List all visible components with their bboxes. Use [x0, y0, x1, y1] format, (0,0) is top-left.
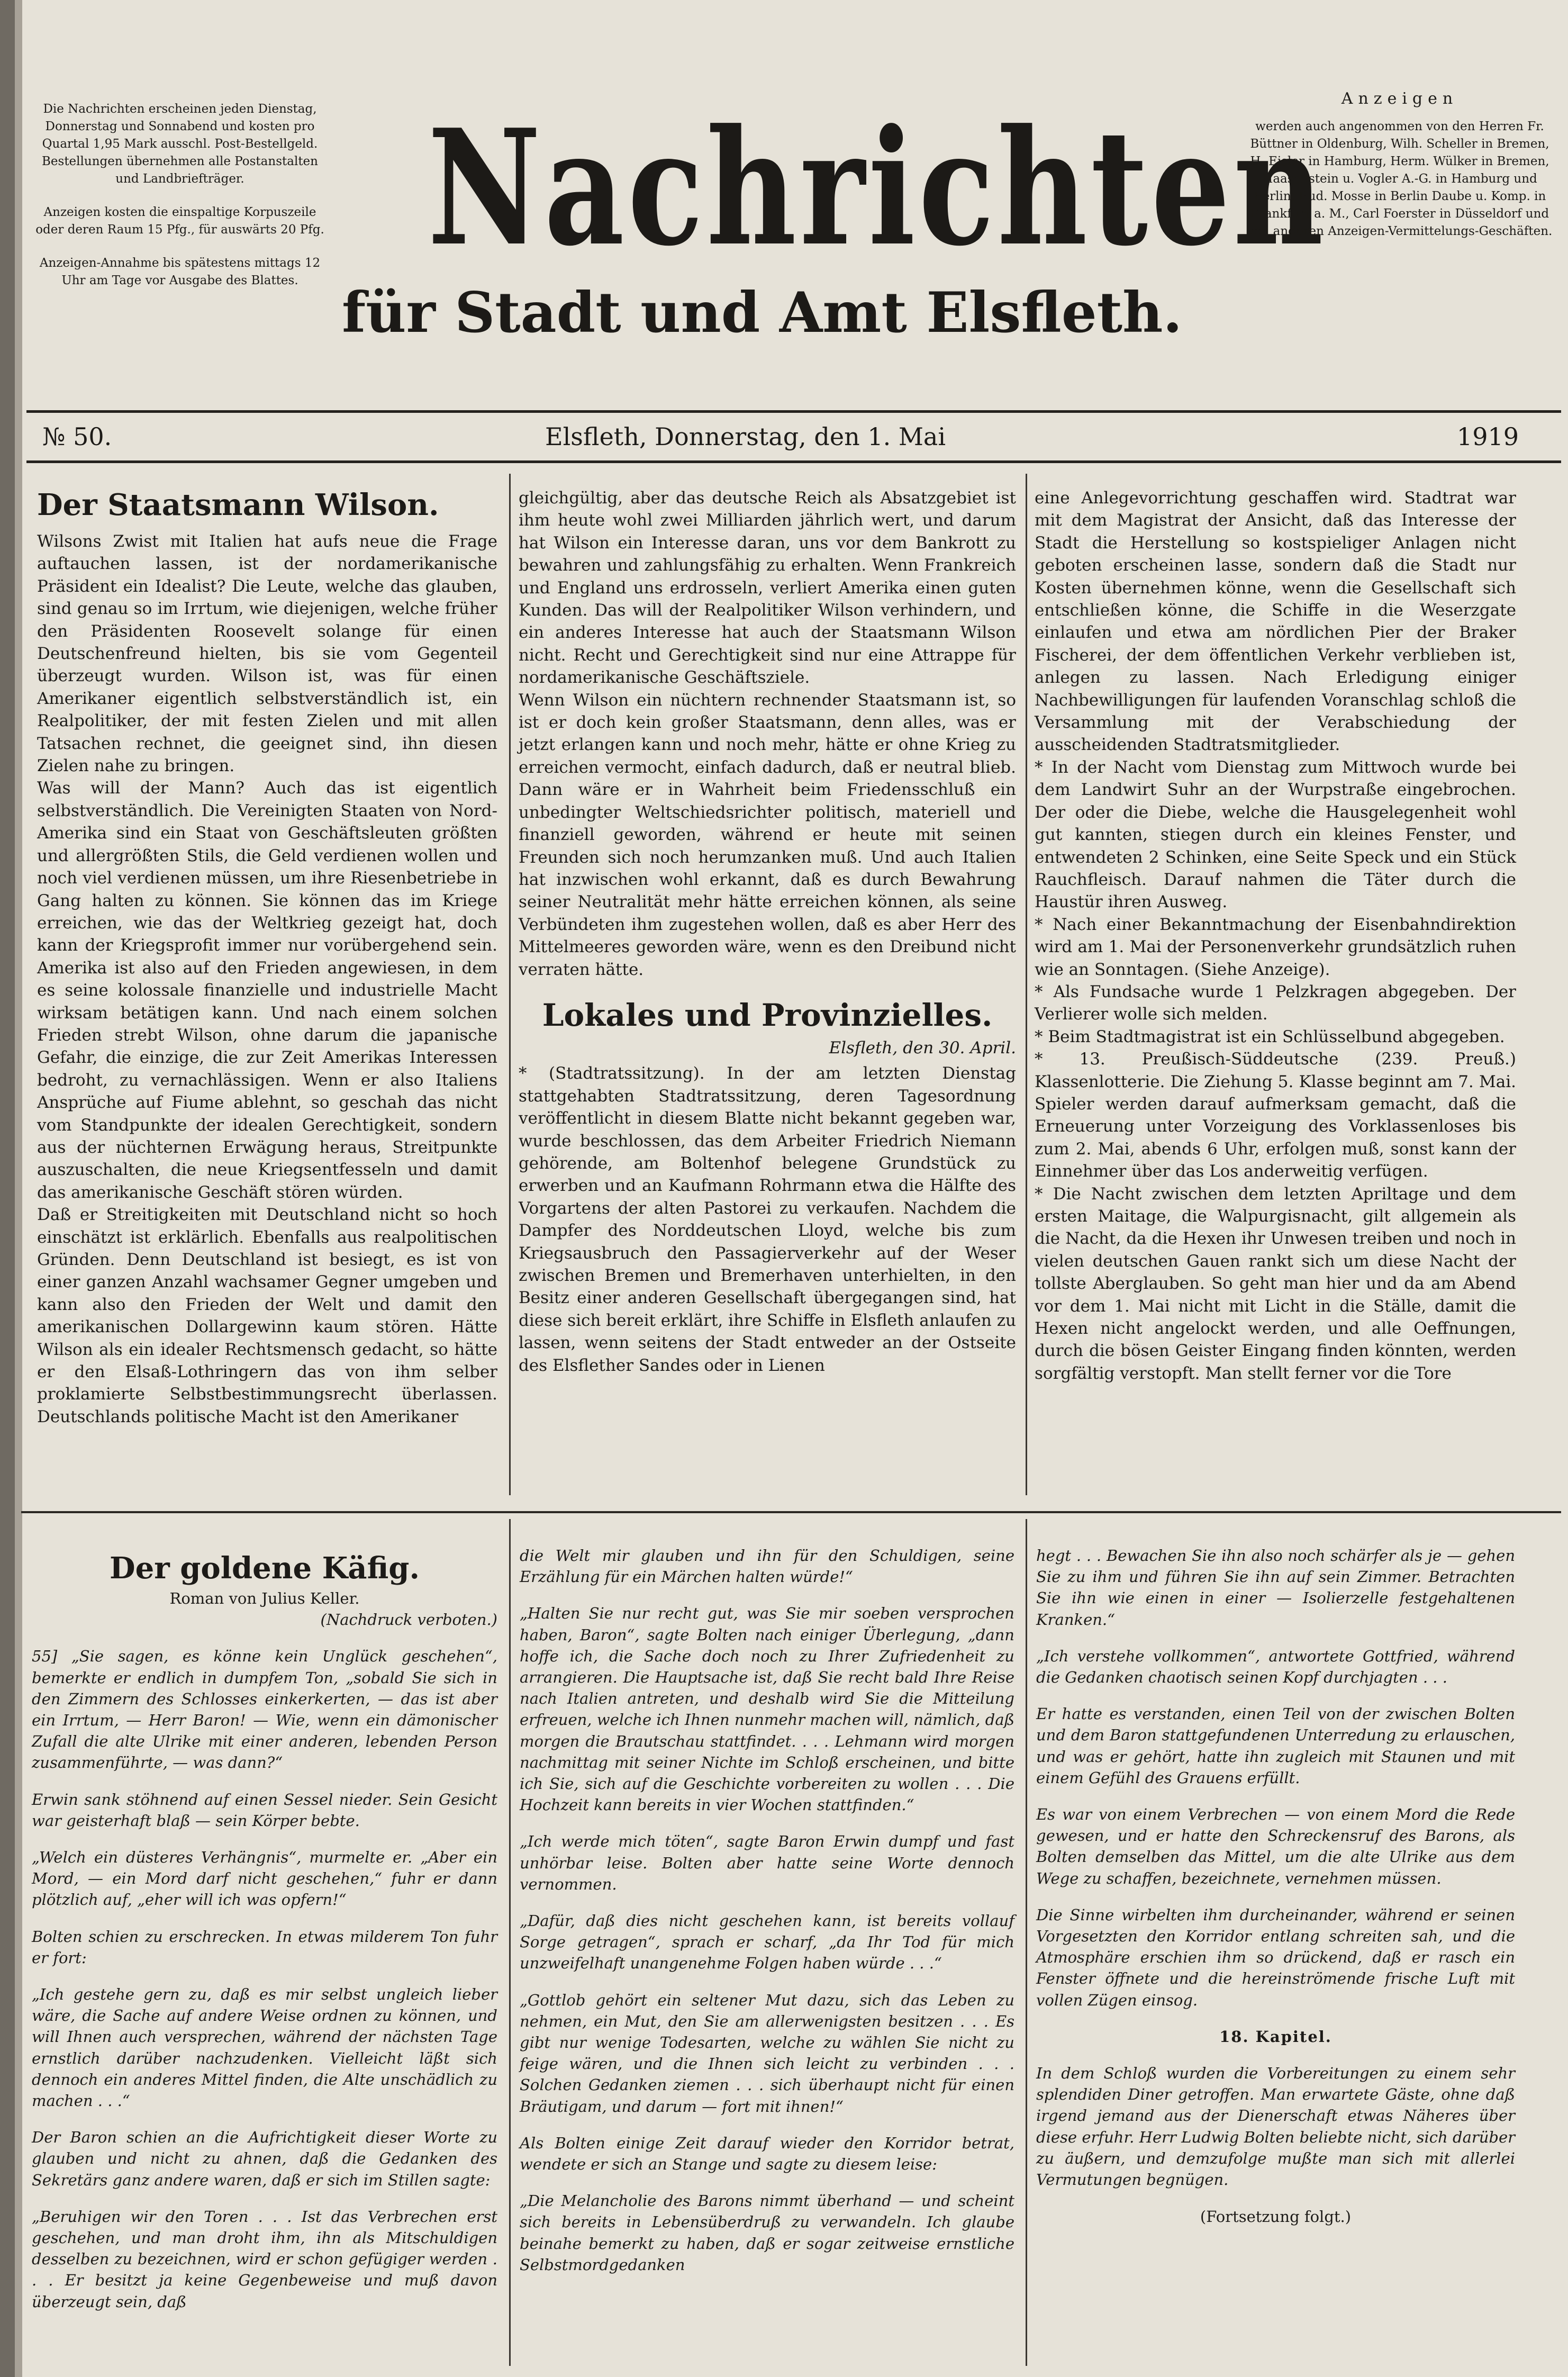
local-news-col3	[1035, 487, 1516, 1385]
issue-number: № 50.	[42, 422, 112, 451]
paragraph: 55] „Sie sagen, es könne kein Unglück geschehen“, bemerkte er endlich in dumpfem Ton, „sobald Sie sich in den Zimmern des Schlosses einkerkerten, — das ist aber ein Irrtum, — Herr Baron! — Wie, wenn ein dämonischer Zufall die alte Ulrike mit einer anderen, lebenden Person zusammenführte, — was dann?“	[32, 1647, 497, 1772]
paragraph: In dem Schloß wurden die Vorbereitungen zu einem sehr splendiden Diner getroffen. Man erwartete Gäste, ohne daß irgend jemand aus der Dienerschaft etwas Näheres über diese erfuhr. Herr Ludwig Bolten beliebte nicht, sich darüber zu äußern, und demzufolge mußte man sich mit allerlei Vermutungen begnügen.	[1036, 2064, 1515, 2189]
paragraph: „Beruhigen wir den Toren . . . Ist das Verbrechen erst geschehen, und man droht ihm, ihn als Mitschuldigen desselben zu bezeichnen, wird er schon gefügiger werden . . . Er besitzt ja keine Gegenbeweise und muß davon überzeugt sein, daß	[32, 2207, 497, 2311]
serial-col1	[32, 1551, 497, 2328]
paragraph: * (Stadtratssitzung). In der am letzten Dienstag stattgehabten Stadtratssitzung, deren Tagesordnung veröffentlicht in diesem Blatte nicht bekannt gegeben war, wurde beschlossen, das dem Arbeiter Friedrich Niemann gehörende, am Boltenhof belegene Grundstück zu erwerben und an Kaufmann Rohrmann etwa die Hälfte des Vorgartens der alten Pastorei zu verkaufen. Nachdem die Dampfer des Norddeutschen Lloyd, welche bis zum Kriegsausbruch den Passagierverkehr auf der Weser zwischen Bremen und Bremerhaven unterhielten, in den Besitz einer anderen Gesellschaft übergegangen sind, hat diese sich bereit erklärt, ihre Schiffe in Elsfleth anlaufen zu lassen, wenn seitens der Stadt entweder an der Ostseite des Elsflether Sandes oder in Lienen	[519, 1064, 1016, 1375]
advert-agents-text: werden auch angenommen von den Herren Fr. Büttner in Oldenburg, Wilh. Scheller in Bremen, H. Eisler in Hamburg, Herm. Wülker in Bremen, Haasenstein u. Vogler A.-G. in Hamburg und Berlin, Rud. Mosse in Berlin Daube u. Komp. in Frankfurt a. M., Carl Foerster in Düsseldorf und von anderen Anzeigen-Vermittelungs-Geschäften.	[1247, 120, 1553, 238]
paragraph: Wenn Wilson ein nüchtern rechnender Staatsmann ist, so ist er doch kein großer Staatsmann, denn alles, was er jetzt erlangen kann und noch mehr, hätte er ohne Krieg zu erreichen vermocht, einfach dadurch, daß er neutral blieb. Dann wäre er in Wahrheit beim Friedensschluß ein unbedingter Weltschiedsrichter politisch, materiell und finanziell geworden, während er heute mit seinen Freunden sich noch herumzanken muß. Und auch Italien hat inzwischen wohl erkannt, daß es durch Bewahrung seiner Neutralität mehr hätte erreichen können, als seine Verbündeten ihm zugestehen wollen, daß es aber Herr des Mittelmeeres geworden wäre, wenn es den Dreibund nicht verraten hätte.	[519, 690, 1016, 979]
advert-agents-heading: Anzeigen	[1341, 89, 1458, 108]
advert-deadline-info: Anzeigen-Annahme bis spätestens mittags 12 Uhr am Tage vor Ausgabe des Blattes.	[39, 256, 321, 287]
column-divider	[1026, 1519, 1027, 2366]
serial-byline: Roman von Julius Keller.	[169, 1589, 360, 1607]
paragraph: hegt . . . Bewachen Sie ihn also noch schärfer als je — gehen Sie zu ihm und führen Sie ihn auf sein Zimmer. Betrachten Sie ihn wie einen in einer — Isolierzelle festgehaltenen Kranken.“	[1036, 1547, 1515, 1629]
column-divider	[1026, 474, 1027, 1495]
serial-rights-note: (Nachdruck verboten.)	[320, 1611, 497, 1629]
paragraph: Erwin sank stöhnend auf einen Sessel nieder. Sein Gesicht war geisterhaft blaß — sein Körper bebte.	[32, 1790, 497, 1830]
column-divider	[509, 474, 511, 1495]
paragraph: Die Sinne wirbelten ihm durcheinander, während er seinen Vorgesetzten den Korridor entlang schreiten sah, und die Atmosphäre erschien ihm so drückend, daß er rasch ein Fenster öffnete und die hereinströmende frische Luft mit vollen Zügen einsog.	[1036, 1905, 1515, 2009]
article-title: Der Staatsmann Wilson.	[37, 487, 439, 522]
paragraph: Was will der Mann? Auch das ist eigentlich selbstverständlich. Die Vereinigten Staaten von Nord-Amerika sind ein Staat von Geschäftsleuten größten und allergrößten Stils, die Geld verdienen wollen und noch viel verdienen müssen, um ihre Riesenbetriebe in Gang halten zu können. Sie können das im Kriege erreichen, wie das der Weltkrieg gezeigt hat, doch kann der Kriegsprofit immer nur vorübergehend sein. Amerika ist also auf den Frieden angewiesen, in dem es seine kolossale finanzielle und industrielle Macht wirksam betätigen kann. Und nach einem solchen Frieden strebt Wilson, ohne darum die japanische Gefahr, die einzige, die zur Zeit Amerikas Interessen bedroht, zu vernachlässigen. Wenn er also Italiens Ansprüche auf Fiume ablehnt, so geschah das nicht vom Standpunkte der idealen Gerechtigkeit, sondern aus der nüchternen Erwägung heraus, Streitpunkte auszuschalten, die neue Kriegsentfesseln und damit das amerikanische Geschäft stören würden.	[37, 779, 497, 1202]
page-edge-shadow	[15, 0, 22, 2377]
paragraph: * Beim Stadtmagistrat ist ein Schlüsselbund abgegeben.	[1035, 1027, 1505, 1046]
newspaper-title: Nachrichten	[428, 94, 1327, 281]
paragraph: Als Bolten einige Zeit darauf wieder den Korridor betrat, wendete er sich an Stange und sagte zu diesem leise:	[520, 2134, 1014, 2174]
paragraph: * Nach einer Bekanntmachung der Eisenbahndirektion wird am 1. Mai der Personenverkehr grundsätzlich ruhen wie an Sonntagen. (Siehe Anzeige).	[1035, 915, 1516, 979]
paragraph: * 13. Preußisch-Süddeutsche (239. Preuß.) Klassenlotterie. Die Ziehung 5. Klasse beginnt am 7. Mai. Spieler werden darauf aufmerksam gemacht, daß die Erneuerung unter Vorzeigung des Vorklassenloses bis zum 2. Mai, abends 6 Uhr, erfolgen muß, sonst kann der Einnehmer über das Los anderweitig verfügen.	[1035, 1050, 1516, 1181]
article-wilson-col1	[37, 487, 497, 1428]
paragraph: „Gottlob gehört ein seltener Mut dazu, sich das Leben zu nehmen, ein Mut, den Sie am allerwenigsten besitzen . . . Es gibt nur wenige Todesarten, welche zu wählen Sie nicht zu feige wären, und die Ihnen sich leicht zu verbinden . . . Solchen Gedanken ziemen . . . sich überhaupt nicht für einen Bräutigam, und darum — fort mit ihnen!“	[520, 1991, 1014, 2116]
paragraph: Der Baron schien an die Aufrichtigkeit dieser Worte zu glauben und nicht zu ahnen, daß die Gedanken des Sekretärs ganz andere waren, daß er sich im Stillen sagte:	[32, 2128, 497, 2189]
masthead-rule-top	[26, 410, 1561, 413]
advert-agents-box	[1244, 90, 1556, 240]
section-dateline: Elsfleth, den 30. April.	[829, 1038, 1016, 1058]
article-wilson-col2	[519, 487, 1016, 1377]
paragraph: eine Anlegevorrichtung geschaffen wird. Stadtrat war mit dem Magistrat der Ansicht, daß das Interesse der Stadt die Herstellung so kostspieliger Anlagen nicht geboten erscheinen lasse, sondern daß die Stadt nur Kosten übernehmen könne, wenn die Gesellschaft sich entschließen könne, die Schiffe in die Weserzgate einlaufen und etwa am nördlichen Pier der Braker Fischerei, der dem öffentlichen Verkehr verblieben ist, anlegen zu lassen. Nach Erledigung einiger Nachbewilligungen für laufenden Voranschlag schloß die Versammlung mit der Verabschiedung der ausscheidenden Stadtratsmitglieder.	[1035, 489, 1516, 755]
serial-col3	[1036, 1530, 1515, 2243]
subscription-info-box	[32, 101, 328, 305]
paragraph: „Dafür, daß dies nicht geschehen kann, ist bereits vollauf Sorge getragen“, sprach er scharf, „da Ihr Tod für mich unzweifelhaft unangenehme Folgen haben würde . . .“	[520, 1912, 1014, 1973]
paragraph: „Halten Sie nur recht gut, was Sie mir soeben versprochen haben, Baron“, sagte Bolten nach einiger Überlegung, „dann hoffe ich, die Sache doch noch zu Ihrer Zufriedenheit zu arrangieren. Die Hauptsache ist, daß Sie recht bald Ihre Reise nach Italien antreten, und deshalb wird Sie die Mitteilung erfreuen, welche ich Ihnen nunmehr machen will, nämlich, daß morgen die Brautschau stattfindet. . . . Lehmann wird morgen nachmittag mit seiner Nichte im Schloß erscheinen, und bitte ich Sie, sich auf die Geschichte vorbereiten zu wollen . . . Die Hochzeit kann bereits in vier Wochen stattfinden.“	[520, 1604, 1014, 1814]
paragraph: „Ich werde mich töten“, sagte Baron Erwin dumpf und fast unhörbar leise. Bolten aber hatte seine Worte dennoch vernommen.	[520, 1832, 1014, 1893]
paragraph: Er hatte es verstanden, einen Teil von der zwischen Bolten und dem Baron stattgefundenen Unterredung zu erlauschen, und was er gehört, hatte ihn zugleich mit Staunen und mit einem Gefühl des Grauens erfüllt.	[1036, 1705, 1515, 1787]
feuilleton-rule	[21, 1511, 1561, 1513]
column-divider	[509, 1519, 511, 2366]
paragraph: * In der Nacht vom Dienstag zum Mittwoch wurde bei dem Landwirt Suhr an der Wurpstraße eingebrochen. Der oder die Diebe, welche die Hausgelegenheit wohl gut kannten, stiegen durch ein kleines Fenster, und entwendeten 2 Schinken, eine Seite Speck und ein Stück Rauchfleisch. Darauf nahmen die Täter durch die Haustür ihren Ausweg.	[1035, 757, 1516, 912]
paragraph: * Als Fundsache wurde 1 Pelzkragen abgegeben. Der Verlierer wolle sich melden.	[1035, 982, 1516, 1024]
paragraph: die Welt mir glauben und ihn für den Schuldigen, seine Erzählung für ein Märchen halten würde!“	[520, 1547, 1014, 1586]
paragraph: Bolten schien zu erschrecken. In etwas milderem Ton fuhr er fort:	[32, 1927, 497, 1967]
section-title: Lokales und Provinzielles.	[542, 997, 993, 1033]
newspaper-subtitle: für Stadt und Amt Elsfleth.	[341, 279, 1183, 345]
paragraph: „Ich gestehe gern zu, daß es mir selbst ungleich lieber wäre, die Sache auf andere Weise ordnen zu können, und will Ihnen auch versprechen, während der nächsten Tage ernstlich darüber nachzudenken. Vielleicht läßt sich dennoch ein anderes Mittel finden, die Alte unschädlich zu machen . . .“	[32, 1985, 497, 2110]
paragraph: * Die Nacht zwischen dem letzten Apriltage und dem ersten Maitage, die Walpurgisnacht, gilt allgemein als die Nacht, da die Hexen ihr Unwesen treiben und noch in vielen deutschen Gauen rankt sich um diese Nacht der tollste Aberglauben. So geht man hier und da am Abend vor dem 1. Mai nicht mit Licht in die Ställe, damit die Hexen nicht angelockt werden, und alle Oeffnungen, durch die bösen Geister Eingang finden könnten, werden sorgfältig verstopft. Man stellt ferner vor die Tore	[1035, 1184, 1516, 1383]
paragraph: „Die Melancholie des Barons nimmt überhand — und scheint sich bereits in Lebensüberdruß zu verwandeln. Ich glaube beinahe bemerkt zu haben, daß er sogar zeitweise ernstliche Selbstmordgedanken	[520, 2192, 1014, 2274]
paragraph: „Welch ein düsteres Verhängnis“, murmelte er. „Aber ein Mord, — ein Mord darf nicht geschehen,“ fuhr er dann plötzlich auf, „eher will ich was opfern!“	[32, 1848, 497, 1909]
advert-price-info: Anzeigen kosten die einspaltige Korpuszeile oder deren Raum 15 Pfg., für auswärts 20 Pfg.	[35, 205, 324, 237]
dateline: Elsfleth, Donnerstag, den 1. Mai	[545, 422, 946, 451]
paragraph: Wilsons Zwist mit Italien hat aufs neue die Frage auftauchen lassen, ist der nordamerikanische Präsident ein Idealist? Die Leute, welche das glauben, sind genau so im Irrtum, wie diejenigen, welche früher den Präsidenten Roosevelt solange für einen Deutschenfreund hielten, bis sie vom Gegenteil überzeugt wurden. Wilson ist, was für einen Amerikaner eigentlich selbstverständlich ist, ein Realpolitiker, der mit festen Zielen und mit allen Tatsachen rechnet, die geeignet sind, ihn diesen Zielen nahe zu bringen.	[37, 532, 497, 776]
year: 1919	[1456, 422, 1519, 451]
paragraph: Daß er Streitigkeiten mit Deutschland nicht so hoch einschätzt ist erklärlich. Ebenfalls aus realpolitischen Gründen. Denn Deutschland ist besiegt, es ist von einer ganzen Anzahl wachsamer Gegner umgeben und kann also den Frieden der Welt und damit den amerikanischen Dollargewinn kaum stören. Hätte Wilson als ein idealer Rechtsmensch gedacht, so hätte er den Elsaß-Lothringern das von ihm selber proklamierte Selbstbestimmungsrecht überlassen. Deutschlands politische Macht ist den Amerikaner	[37, 1205, 497, 1426]
continued-note: (Fortsetzung folgt.)	[1200, 2208, 1352, 2226]
paragraph: gleichgültig, aber das deutsche Reich als Absatzgebiet ist ihm heute wohl zwei Milliarden jährlich wert, und darum hat Wilson ein Interesse daran, uns vor dem Bankrott zu bewahren und zahlungsfähig zu erhalten. Wenn Frankreich und England uns erdrosseln, verliert Amerika einen guten Kunden. Das will der Realpolitiker Wilson verhindern, und ein anderes Interesse hat auch der Staatsmann Wilson nicht. Recht und Gerechtigkeit sind nur eine Attrappe für nordamerikanische Geschäftsziele.	[519, 489, 1016, 688]
serial-title: Der goldene Käfig.	[110, 1551, 420, 1586]
serial-col2	[520, 1530, 1014, 2291]
masthead	[333, 94, 1327, 345]
chapter-heading: 18. Kapitel.	[1219, 2027, 1332, 2046]
page-edge	[0, 0, 15, 2377]
paragraph: Es war von einem Verbrechen — von einem Mord die Rede gewesen, und er hatte den Schreckensruf des Barons, als Bolten demselben das Mittel, um die alte Ulrike aus dem Wege zu schaffen, bezeichnete, vernehmen müssen.	[1036, 1805, 1515, 1887]
subscription-info: Die Nachrichten erscheinen jeden Dienstag, Donnerstag und Sonnabend und kosten pro Quartal 1,95 Mark ausschl. Post-Bestellgeld. Bestellungen übernehmen alle Postanstalten und Landbriefträger.	[42, 102, 318, 186]
masthead-rule-bottom	[26, 460, 1561, 463]
paragraph: „Ich verstehe vollkommen“, antwortete Gottfried, während die Gedanken chaotisch seinen Kopf durchjagten . . .	[1036, 1647, 1515, 1687]
